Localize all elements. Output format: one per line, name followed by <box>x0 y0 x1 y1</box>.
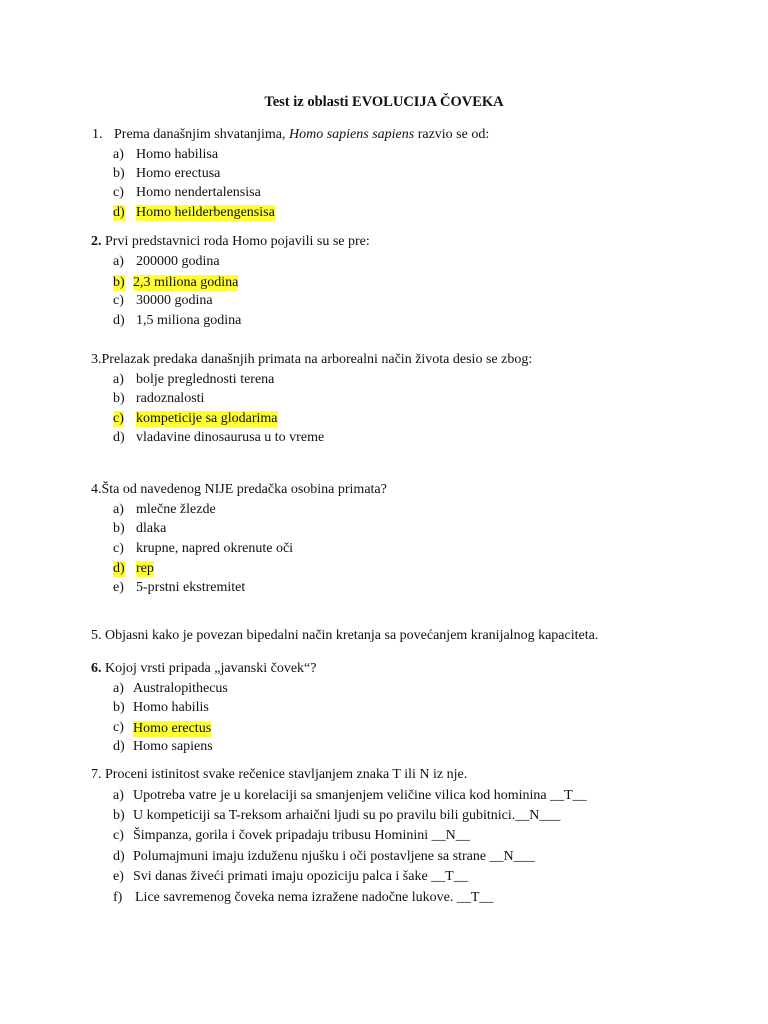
option-text: Šimpanza, gorila i čovek pripadaju tribusu Hominini __N__ <box>133 828 470 843</box>
option-text: 5-prstni ekstremitet <box>136 580 246 595</box>
option-text: Homo erectusa <box>136 166 221 181</box>
question-2-text <box>91 235 370 249</box>
option-letter: d) <box>113 849 125 864</box>
option-text: mlečne žlezde <box>136 502 216 517</box>
option-text-highlighted: kompeticije sa glodarima <box>136 411 278 426</box>
question-1-text <box>114 128 489 142</box>
option-text-highlighted: 2,3 miliona godina <box>133 275 239 290</box>
option-letter: a) <box>113 254 124 269</box>
option-text-highlighted: rep <box>136 561 154 576</box>
question-1-text-part: Prema današnjim shvatanjima, <box>114 127 289 142</box>
option-letter: a) <box>113 147 124 162</box>
option-text: dlaka <box>136 521 167 536</box>
option-letter: e) <box>113 580 124 595</box>
option-text: radoznalosti <box>136 391 205 406</box>
option-text-highlighted: Homo erectus <box>133 721 212 736</box>
option-letter: b) <box>113 391 125 406</box>
option-letter: d) <box>113 313 125 328</box>
option-letter: a) <box>113 372 124 387</box>
option-text: U kompeticiji sa T-reksom arhaični ljudi su po pravilu bili gubitnici.__N___ <box>133 808 561 823</box>
document-title: Test iz oblasti EVOLUCIJA ČOVEKA <box>264 94 504 110</box>
option-letter: d) <box>113 739 125 754</box>
question-7-text: 7. Proceni istinitost svake rečenice stavljanjem znaka T ili N iz nje. <box>91 767 468 782</box>
option-text: bolje preglednosti terena <box>136 372 275 387</box>
option-text: Polumajmuni imaju izduženu njušku i oči postavljene sa strane __N___ <box>133 849 535 864</box>
option-letter: c) <box>113 541 124 556</box>
option-letter: b) <box>113 166 125 181</box>
option-text-highlighted: Homo heilderbengensisa <box>136 205 275 220</box>
question-6-number: 6. <box>91 661 102 676</box>
option-letter: c) <box>113 828 124 843</box>
option-letter-highlighted: c) <box>113 411 124 426</box>
option-letter: b) <box>113 521 125 536</box>
option-text: Homo habilis <box>133 700 209 715</box>
question-1-text-end: razvio se od: <box>414 127 490 142</box>
option-text: Homo habilisa <box>136 147 219 162</box>
question-1-number: 1. <box>92 127 103 142</box>
option-letter: a) <box>113 788 124 803</box>
option-letter: c) <box>113 185 124 200</box>
option-text: 30000 godina <box>136 293 213 308</box>
question-2-number: 2. <box>91 234 102 249</box>
option-text: krupne, napred okrenute oči <box>136 541 294 556</box>
option-text: Homo nendertalensisa <box>136 185 261 200</box>
question-3-text: 3.Prelazak predaka današnjih primata na arborealni način života desio se zbog: <box>91 352 533 367</box>
option-letter: e) <box>113 869 124 884</box>
question-1-species-italic: Homo sapiens sapiens <box>288 127 415 142</box>
option-letter: c) <box>113 720 124 735</box>
option-text: Lice savremenog čoveka nema izražene nadočne lukove. __T__ <box>135 890 494 905</box>
option-letter: d) <box>113 430 125 445</box>
option-letter-highlighted: d) <box>113 205 125 220</box>
question-6-text-body: Kojoj vrsti pripada „javanski čovek“? <box>101 661 317 676</box>
option-letter: c) <box>113 293 124 308</box>
question-5-text: 5. Objasni kako je povezan bipedalni način kretanja sa povećanjem kranijalnog kapaciteta. <box>91 628 599 643</box>
option-text: Upotreba vatre je u korelaciji sa smanjenjem veličine vilica kod hominina __T__ <box>133 788 587 803</box>
option-text: Homo sapiens <box>133 739 213 754</box>
question-2-text-body: Prvi predstavnici roda Homo pojavili su se pre: <box>101 234 370 249</box>
option-letter: b) <box>113 808 125 823</box>
option-letter: a) <box>113 681 124 696</box>
option-text: 1,5 miliona godina <box>136 313 242 328</box>
option-text: Australopithecus <box>133 681 228 696</box>
option-text: Svi danas živeći primati imaju opoziciju palca i šake __T__ <box>133 869 468 884</box>
option-text: vladavine dinosaurusa u to vreme <box>136 430 325 445</box>
option-text: 200000 godina <box>136 254 220 269</box>
question-6-text <box>91 662 316 676</box>
option-letter-highlighted: d) <box>113 561 125 576</box>
question-4-text: 4.Šta od navedenog NIJE predačka osobina primata? <box>91 482 387 497</box>
option-letter: b) <box>113 700 125 715</box>
option-letter-highlighted: b) <box>113 275 125 290</box>
option-letter: f) <box>113 890 123 905</box>
option-letter: a) <box>113 502 124 517</box>
